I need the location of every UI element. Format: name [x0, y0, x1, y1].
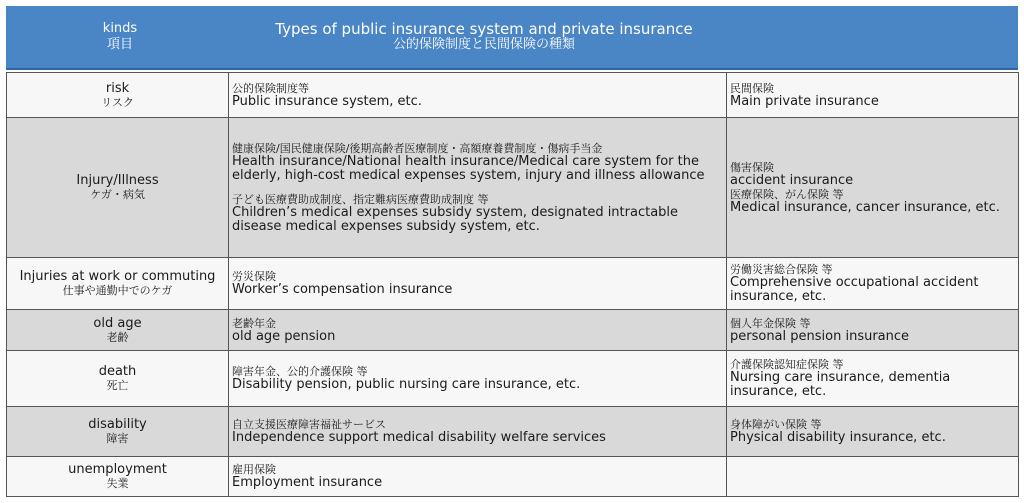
kinds-header-en: kinds — [102, 21, 138, 36]
public-cell — [229, 73, 727, 118]
kind-cell — [7, 407, 229, 457]
public-jp: 雇用保険 — [232, 463, 276, 476]
public-cell — [229, 258, 727, 310]
kind-en: death — [98, 364, 137, 379]
public-jp: 労災保険 — [232, 270, 276, 283]
types-header-cell — [234, 6, 734, 68]
kind-cell — [7, 351, 229, 407]
public-cell — [229, 407, 727, 457]
types-header-en: Types of public insurance system and private insurance — [275, 20, 693, 38]
public-en: Health insurance/National health insurance/Medical care system for the elderly, high-cost medical expenses system, injury and illness allowance — [232, 153, 705, 183]
private-cell — [727, 351, 1019, 407]
table-row — [7, 457, 1019, 497]
kinds-header-cell — [6, 6, 234, 68]
insurance-table — [6, 72, 1019, 497]
kind-jp: ケガ・病気 — [90, 188, 145, 201]
table-row — [7, 310, 1019, 351]
public-en: Independence support medical disability welfare services — [232, 430, 606, 445]
public-en: old age pension — [232, 328, 336, 344]
kind-jp: 老齢 — [106, 330, 129, 344]
private-en: Main private insurance — [730, 93, 879, 109]
private-cell — [727, 73, 1019, 118]
public-cell — [229, 351, 727, 407]
kind-cell — [7, 457, 229, 497]
private-jp: 医療保険、がん保険 等 — [730, 187, 844, 201]
public-cell — [229, 310, 727, 351]
private-jp: 個人年金保険 等 — [730, 316, 811, 330]
public-jp: 障害年金、公的介護保険 等 — [232, 365, 368, 378]
private-cell — [727, 407, 1019, 457]
public-cell — [229, 118, 727, 258]
public-en: Disability pension, public nursing care insurance, etc. — [232, 377, 581, 392]
table-row — [7, 407, 1019, 457]
types-header-jp: 公的保険制度と民間保険の種類 — [392, 37, 575, 52]
private-cell — [727, 118, 1019, 258]
kind-jp: 障害 — [106, 432, 129, 445]
private-en: Nursing care insurance, dementia insurance, etc. — [730, 370, 951, 399]
kind-en: disability — [88, 417, 147, 432]
private-en: Comprehensive occupational accident insurance, etc. — [730, 275, 979, 304]
public-cell — [229, 457, 727, 497]
private-cell — [727, 258, 1019, 310]
table-row — [7, 351, 1019, 407]
private-jp: 介護保険認知症保険 等 — [730, 358, 844, 371]
table-row — [7, 118, 1019, 258]
kinds-header-jp: 項目 — [106, 37, 133, 52]
private-cell — [727, 310, 1019, 351]
kind-jp: リスク — [101, 95, 134, 109]
public-jp: 健康保険/国民健康保険/後期高齢者医療制度・高額療養費制度・傷病手当金 — [232, 141, 603, 155]
kind-cell — [7, 258, 229, 310]
kind-en: unemployment — [68, 462, 167, 477]
public-en: Worker’s compensation insurance — [232, 282, 453, 297]
private-jp: 傷害保険 — [730, 160, 774, 174]
kind-jp: 仕事や通勤中でのケガ — [62, 284, 173, 297]
kind-cell — [7, 118, 229, 258]
public-en: Employment insurance — [232, 475, 383, 490]
kind-jp: 失業 — [106, 477, 129, 490]
public-jp: 子ども医療費助成制度、指定難病医療費助成制度 等 — [232, 192, 489, 206]
public-jp: 公的保険制度等 — [232, 81, 309, 95]
kind-jp: 死亡 — [106, 379, 129, 392]
private-en: personal pension insurance — [730, 328, 910, 344]
private-cell — [727, 457, 1019, 497]
kind-cell — [7, 310, 229, 351]
kind-en: Injury/Illness — [76, 173, 159, 188]
private-jp: 身体障がい保険 等 — [730, 418, 822, 431]
kind-en: old age — [93, 315, 142, 331]
table-header — [6, 6, 1018, 70]
kind-en: risk — [105, 80, 130, 96]
table-row — [7, 258, 1019, 310]
public-jp: 自立支援医療障害福祉サービス — [232, 418, 386, 431]
private-jp: 労働災害総合保険 等 — [730, 263, 833, 276]
public-jp: 老齢年金 — [232, 316, 276, 330]
kind-cell — [7, 73, 229, 118]
public-en: Children’s medical expenses subsidy system, designated intractable disease medical expenses subsidy system, etc. — [232, 204, 679, 234]
public-en: Public insurance system, etc. — [232, 93, 422, 109]
private-en: accident insurance — [730, 172, 854, 188]
table-row — [7, 73, 1019, 118]
private-en: Medical insurance, cancer insurance, etc. — [730, 199, 1000, 215]
spacer — [232, 183, 723, 193]
kind-en: Injuries at work or commuting — [19, 269, 216, 284]
private-jp: 民間保険 — [730, 81, 774, 95]
private-en: Physical disability insurance, etc. — [730, 430, 946, 445]
